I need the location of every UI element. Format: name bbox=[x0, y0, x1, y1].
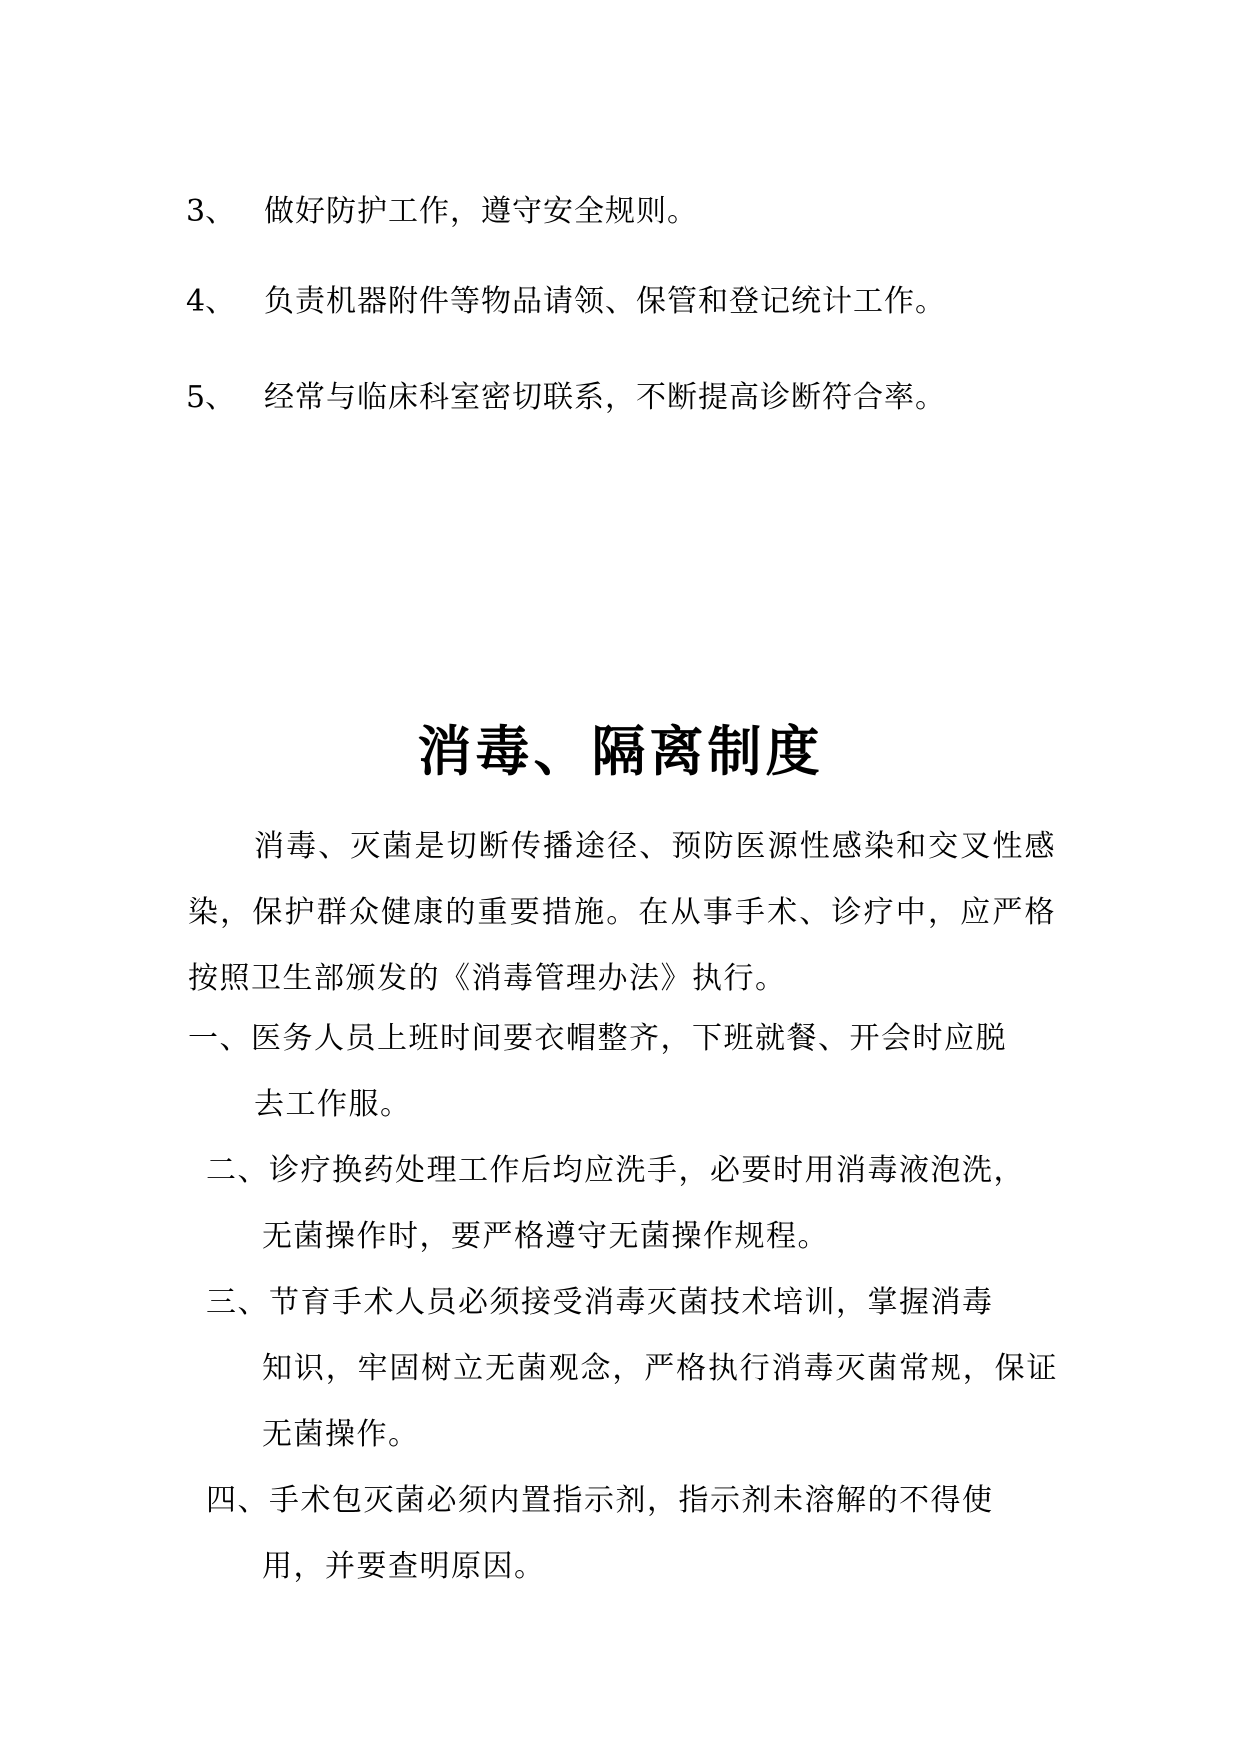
rule-continuation: 知识，牢固树立无菌观念，严格执行消毒灭菌常规，保证无菌操作。 bbox=[262, 1351, 1058, 1452]
intro-paragraph: 消毒、灭菌是切断传播途径、预防医源性感染和交叉性感染，保护群众健康的重要措施。在从事手术、诊疗中，应严格按照卫生部颁发的《消毒管理办法》执行。 bbox=[188, 829, 1056, 996]
rule-first-line: 三、节育手术人员必须接受消毒灭菌技术培训，掌握消毒 bbox=[206, 1285, 994, 1320]
rule-continuation: 用，并要查明原因。 bbox=[262, 1549, 546, 1584]
rule-3 bbox=[206, 1270, 1058, 1468]
item-text: 负责机器附件等物品请领、保管和登记统计工作。 bbox=[264, 284, 946, 319]
rule-first-line: 四、手术包灭菌必须内置指示剂，指示剂未溶解的不得使 bbox=[206, 1483, 994, 1518]
item-text: 经常与临床科室密切联系，不断提高诊断符合率。 bbox=[264, 380, 946, 415]
section-title: 消毒、隔离制度 bbox=[417, 719, 824, 783]
numbered-item-3 bbox=[186, 190, 698, 234]
item-number: 4、 bbox=[186, 284, 236, 319]
rule-continuation: 去工作服。 bbox=[254, 1087, 412, 1122]
item-number: 3、 bbox=[186, 194, 236, 229]
rule-first-line: 一、医务人员上班时间要衣帽整齐，下班就餐、开会时应脱 bbox=[188, 1021, 1007, 1056]
rule-4 bbox=[206, 1468, 1058, 1600]
rule-1 bbox=[188, 1006, 1058, 1138]
item-text: 做好防护工作，遵守安全规则。 bbox=[264, 194, 698, 229]
item-number: 5、 bbox=[186, 380, 236, 415]
numbered-item-5 bbox=[186, 376, 946, 420]
rule-continuation: 无菌操作时，要严格遵守无菌操作规程。 bbox=[262, 1219, 829, 1254]
rule-2 bbox=[206, 1138, 1058, 1270]
rule-first-line: 二、诊疗换药处理工作后均应洗手，必要时用消毒液泡洗， bbox=[206, 1153, 1025, 1188]
numbered-item-4 bbox=[186, 280, 946, 324]
